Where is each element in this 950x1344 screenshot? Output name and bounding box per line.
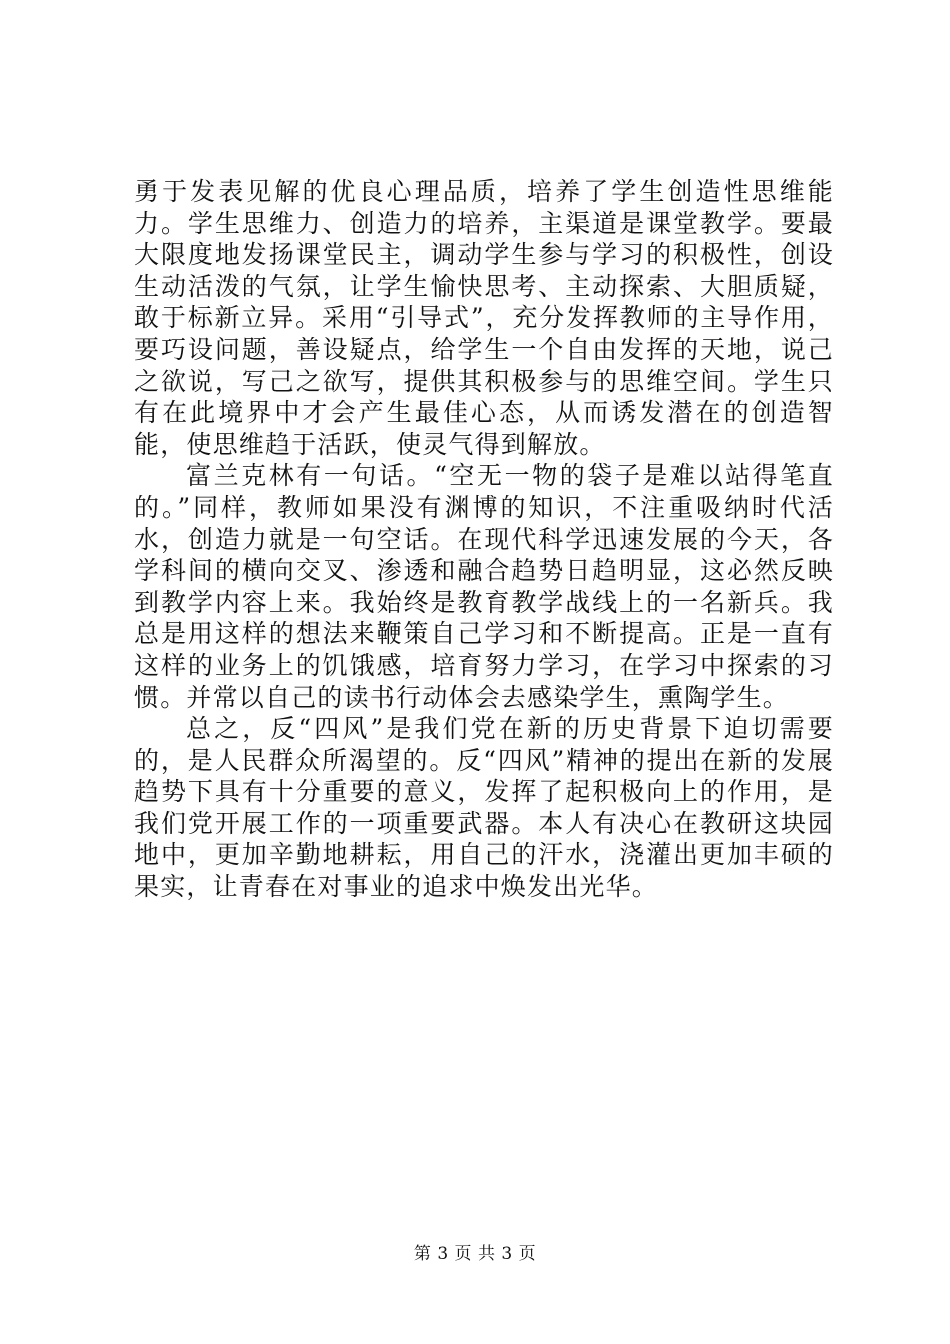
paragraph-1: 勇于发表见解的优良心理品质，培养了学生创造性思维能力。学生思维力、创造力的培养，主渠道是课堂教学。要最大限度地发扬课堂民主，调动学生参与学习的积极性，创设生动活泼的气氛，让学生愉快思考、主动探索、大胆质疑，敢于标新立异。采用“引导式”，充分发挥教师的主导作用，要巧设问题，善设疑点，给学生一个自由发挥的天地，说己之欲说，写己之欲写，提供其积极参与的思维空间。学生只有在此境界中才会产生最佳心态，从而诱发潜在的创造智能，使思维趋于活跃，使灵气得到解放。	[134, 177, 834, 459]
page-number-footer: 第 3 页 共 3 页	[413, 1244, 537, 1264]
paragraph-3: 总之，反“四风”是我们党在新的历史背景下迫切需要的，是人民群众所渴望的。反“四风”精神的提出在新的发展趋势下具有十分重要的意义，发挥了起积极向上的作用，是我们党开展工作的一项重要武器。本人有决心在教研这块园地中，更加辛勤地耕耘，用自己的汗水，浇灌出更加丰硕的果实，让青春在对事业的追求中焕发出光华。	[134, 714, 834, 902]
paragraph-2: 富兰克林有一句话。“空无一物的袋子是难以站得笔直的。”同样，教师如果没有渊博的知识，不注重吸纳时代活水，创造力就是一句空话。在现代科学迅速发展的今天，各学科间的横向交叉、渗透和融合趋势日趋明显，这必然反映到教学内容上来。我始终是教育教学战线上的一名新兵。我总是用这样的想法来鞭策自己学习和不断提高。正是一直有这样的业务上的饥饿感，培育努力学习，在学习中探索的习惯。并常以自己的读书行动体会去感染学生，熏陶学生。	[134, 461, 834, 712]
document-body	[134, 176, 834, 903]
